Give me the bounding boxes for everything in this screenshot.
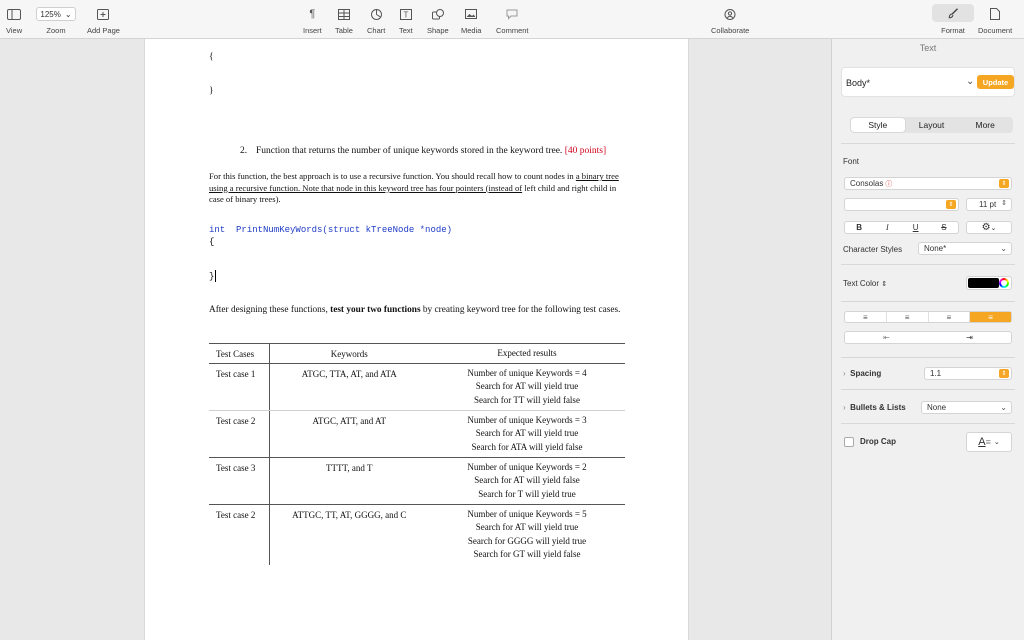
code-keyword: int	[209, 225, 226, 235]
popup-arrows-icon: ⇕	[999, 369, 1009, 378]
table-header: Keywords	[269, 344, 429, 364]
document-icon	[990, 8, 1000, 20]
text-options-button[interactable]	[966, 221, 1012, 234]
table-cell[interactable]: ATGC, TTA, AT, and ATA	[269, 364, 429, 411]
zoom-value: 125%	[40, 9, 61, 19]
comment-button[interactable]: Comment	[496, 6, 529, 35]
table-header-row	[209, 344, 625, 364]
character-styles-label: Character Styles	[843, 245, 903, 254]
divider	[841, 389, 1015, 390]
pilcrow-icon: ¶	[309, 8, 316, 20]
table-header: Test Cases	[209, 344, 269, 364]
color-wheel-icon[interactable]	[999, 278, 1009, 288]
divider	[841, 143, 1015, 144]
paragraph-style-name: Body*	[846, 78, 871, 88]
question-number: 2.	[240, 146, 248, 156]
divider	[841, 301, 1015, 302]
chevron-right-icon: ›	[843, 403, 846, 412]
font-family-select[interactable]: Consolas ⓘ ⇕	[844, 177, 1012, 190]
italic-button[interactable]: I	[886, 223, 889, 232]
table-cell[interactable]: ATGC, ATT, and AT	[269, 411, 429, 458]
inspector-title: Text	[919, 43, 937, 53]
table-cell[interactable]: Number of unique Keywords = 5 Search for AT will yield true Search for GGGG will yield true Search for GT will yield false	[467, 509, 587, 559]
table-row	[209, 364, 625, 411]
collaborate-icon	[723, 9, 737, 20]
code-brace: {	[209, 52, 214, 62]
bullets-section-toggle[interactable]: › Bullets & Lists	[843, 403, 906, 412]
text-lines-icon: ≡	[985, 437, 991, 447]
table-icon	[338, 9, 350, 20]
textbox-icon	[400, 9, 412, 20]
text-cursor	[215, 270, 216, 282]
drop-cap-icon: A	[978, 436, 986, 448]
table-row	[209, 411, 625, 458]
inspector-tabs	[850, 117, 1013, 133]
popup-arrows-icon: ⇕	[999, 179, 1009, 188]
table-cell[interactable]: Test case 2	[209, 411, 269, 458]
bullets-select[interactable]: None ⌄	[921, 401, 1012, 414]
chevron-down-icon: ⌄	[1000, 403, 1007, 412]
text-color-label: Text Color ⇕	[843, 279, 888, 288]
test-instructions: After designing these functions, test your two functions by creating keyword tree for the following test cases.	[209, 305, 621, 315]
shape-button[interactable]: Shape	[427, 6, 449, 35]
update-style-button[interactable]: Update	[977, 75, 1014, 89]
indent-buttons	[844, 331, 1012, 344]
question-heading	[240, 145, 625, 158]
align-left-icon[interactable]: ≡	[845, 312, 887, 322]
insert-button[interactable]: ¶ Insert	[303, 8, 322, 35]
chevron-down-icon: ⌄	[990, 224, 997, 232]
code-brace: }	[209, 86, 214, 96]
align-justify-icon[interactable]: ≡	[970, 312, 1011, 322]
divider	[841, 357, 1015, 358]
add-page-icon	[97, 9, 109, 20]
tab-style[interactable]: Style	[851, 118, 905, 132]
font-label: Font	[843, 157, 860, 166]
paragraph-style-selector[interactable]	[841, 67, 1015, 97]
text-style-buttons	[844, 221, 959, 234]
document-button[interactable]: Document	[978, 6, 1012, 35]
table-row	[209, 458, 625, 505]
drop-cap-checkbox[interactable]	[844, 437, 854, 447]
strikethrough-button[interactable]: S	[941, 223, 947, 232]
table-cell[interactable]: ATTGC, TT, AT, GGGG, and C	[292, 510, 407, 520]
underline-button[interactable]: U	[912, 223, 919, 232]
table-button[interactable]: Table	[335, 6, 353, 35]
chevron-down-icon: ⌄	[1000, 244, 1007, 253]
table-cell[interactable]: Number of unique Keywords = 2 Search for AT will yield false Search for T will yield true	[429, 458, 625, 505]
chart-button[interactable]: Chart	[367, 6, 385, 35]
media-button[interactable]: Media	[461, 6, 481, 35]
toolbar	[0, 0, 1024, 39]
chevron-down-icon: ⌄	[966, 76, 975, 87]
table-header: Expected results	[429, 344, 625, 364]
alignment-buttons	[844, 311, 1012, 323]
text-button[interactable]: T Text	[399, 10, 413, 35]
table-cell[interactable]: Test case 2	[209, 505, 269, 565]
question-points: [40 points]	[564, 146, 607, 156]
chevron-right-icon: ›	[843, 369, 846, 378]
table-cell[interactable]: Number of unique Keywords = 4 Search for AT will yield true Search for TT will yield false	[429, 364, 625, 411]
format-button[interactable]: Format	[932, 6, 974, 35]
chevron-down-icon: ⌄	[64, 9, 72, 19]
chart-icon	[371, 9, 382, 20]
table-row	[209, 505, 625, 565]
table-cell[interactable]: Test case 3	[209, 458, 269, 505]
spacing-section-toggle[interactable]: › Spacing	[843, 369, 882, 378]
shape-icon	[432, 9, 444, 20]
gear-icon: ⚙	[981, 222, 991, 233]
collaborate-button[interactable]: Collaborate	[711, 6, 749, 35]
sidebar-icon	[7, 9, 21, 20]
photo-icon	[465, 9, 477, 19]
decrease-indent-icon[interactable]: ⇤	[883, 333, 890, 342]
font-size-field[interactable]: 11 pt ⇕	[966, 198, 1012, 211]
table-cell[interactable]: Number of unique Keywords = 3 Search for AT will yield true Search for ATA will yield false	[429, 411, 625, 458]
color-swatch	[968, 278, 999, 288]
tab-layout[interactable]: Layout	[918, 120, 945, 130]
test-cases-table[interactable]	[209, 343, 625, 565]
code-open-brace: {	[209, 237, 215, 247]
divider	[841, 264, 1015, 265]
paintbrush-icon	[947, 8, 959, 19]
view-button[interactable]: View	[6, 6, 22, 35]
missing-font-warning-icon: ⓘ	[885, 180, 893, 188]
svg-text:T: T	[403, 10, 409, 19]
document-canvas[interactable]	[0, 39, 831, 640]
add-page-button[interactable]: Add Page	[87, 6, 120, 35]
format-inspector	[831, 39, 1024, 640]
table-cell[interactable]: TTTT, and T	[269, 458, 429, 505]
align-right-icon[interactable]: ≡	[929, 312, 971, 322]
instruction-paragraph: For this function, the best approach is to use a recursive function. You should recall how to count nodes in a binary tree using a recursive function. Note that node in this keyword tree has four pointers (instead of left child and right child in case of binary trees).	[209, 171, 619, 204]
character-styles-select[interactable]: None* ⌄	[918, 242, 1012, 255]
popup-arrows-icon: ⇕	[946, 200, 956, 209]
drop-cap-style-select[interactable]	[966, 432, 1012, 452]
question-text: Function that returns the number of unique keywords stored in the keyword tree.	[256, 146, 563, 156]
table-cell[interactable]: Test case 1	[209, 364, 269, 411]
code-function: PrintNumKeyWords(struct kTreeNode *node)	[236, 225, 453, 235]
stepper-icon: ⇕	[1001, 200, 1007, 207]
chevron-down-icon: ⌄	[993, 439, 1000, 446]
comment-icon	[506, 9, 518, 20]
document-page[interactable]	[144, 39, 689, 640]
text-color-well[interactable]	[966, 276, 1012, 290]
font-typeface-select[interactable]	[844, 198, 959, 211]
divider	[841, 423, 1015, 424]
increase-indent-icon[interactable]: ⇥	[966, 333, 973, 342]
tab-more[interactable]: More	[975, 120, 995, 130]
line-spacing-field[interactable]: 1.1 ⇕	[924, 367, 1012, 380]
drop-cap-label: Drop Cap	[860, 437, 896, 446]
bold-button[interactable]: B	[856, 223, 863, 232]
code-close-brace: }	[209, 271, 215, 282]
popup-arrows-icon: ⇕	[881, 281, 888, 288]
zoom-control[interactable]: 125% ⌄ Zoom	[36, 6, 76, 35]
code-signature	[209, 225, 452, 235]
align-center-icon[interactable]: ≡	[887, 312, 929, 322]
